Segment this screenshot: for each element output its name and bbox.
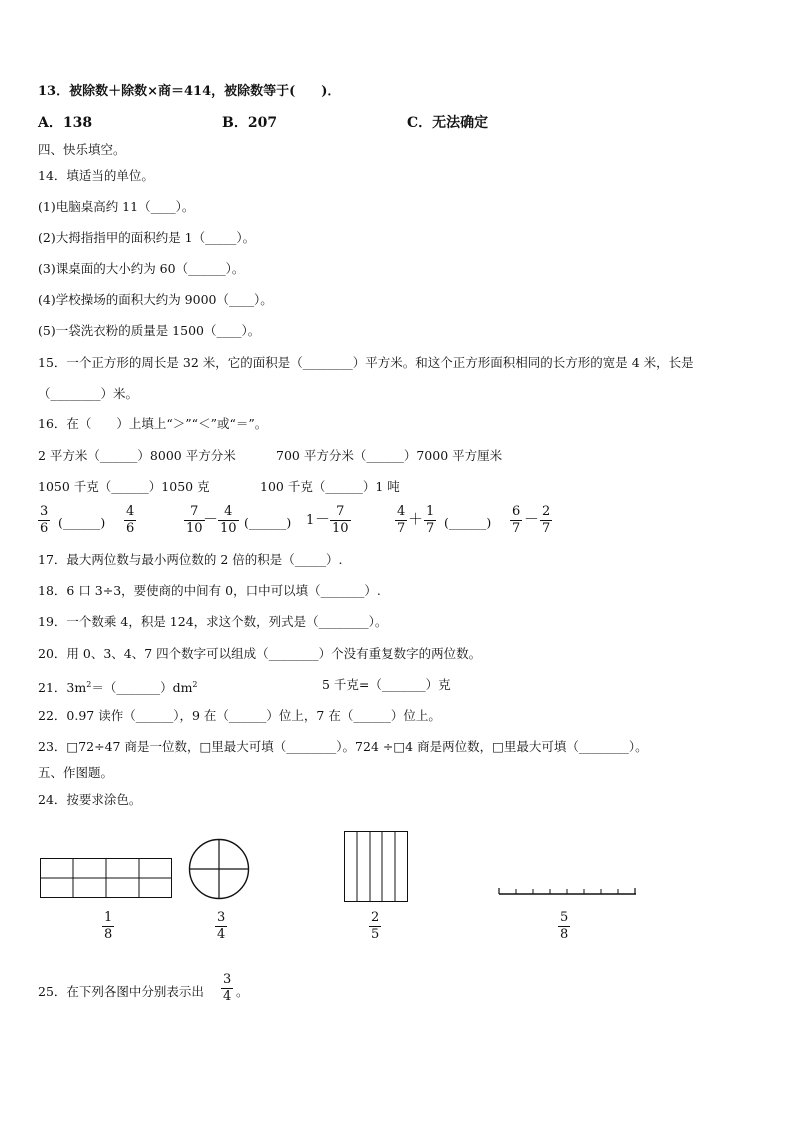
- q16-compare-1: 2 平方米（______）8000 平方分米: [38, 448, 236, 463]
- q23: 23．□72÷47 商是一位数，□里最大可填（________）。724 ÷□4 商是两位数，□里最大可填（________）。: [38, 739, 648, 754]
- q13-stem: 13．被除数＋除数×商＝414，被除数等于( )．: [38, 84, 341, 99]
- q16-answer-blank-2[interactable]: (______): [244, 515, 292, 530]
- q24-label-rectangle: 1 8: [104, 910, 113, 942]
- q18: 18．6 口 3÷3，要使商的中间有 0，口中可以填（_______）.: [38, 583, 381, 598]
- q16-fraction-7-10: 7 10: [186, 504, 203, 536]
- q13-option-a: A．138: [38, 115, 93, 131]
- q16-compare-4: 100 千克（______）1 吨: [260, 479, 400, 494]
- q16-fraction-4-10: 4 10: [220, 504, 237, 536]
- minus-sign: －: [524, 510, 540, 528]
- q16-fraction-6-7: 6 7: [512, 504, 521, 536]
- q21-part-b: 5 千克=（_______）克: [322, 677, 451, 692]
- section-5-heading: 五、作图题。: [38, 765, 114, 780]
- q13-option-c: C．无法确定: [407, 115, 489, 131]
- q16-answer-blank-3[interactable]: (______): [444, 515, 492, 530]
- q25-end: 。: [236, 984, 249, 999]
- q16-fraction-1-7: 1 7: [426, 504, 435, 536]
- minus-sign: －: [315, 510, 331, 528]
- q24-label-strips: 2 5: [371, 910, 380, 942]
- q16-answer-blank-1[interactable]: (______): [58, 515, 106, 530]
- q14-item-3: (3)课桌面的大小约为 60（______）。: [38, 261, 245, 276]
- q13-option-b: B．207: [222, 115, 278, 131]
- q24-title: 24．按要求涂色。: [38, 792, 142, 807]
- q14-title: 14．填适当的单位。: [38, 168, 154, 183]
- q19: 19．一个数乘 4，积是 124，求这个数，列式是（________）。: [38, 614, 388, 629]
- q16-whole-one: 1: [306, 513, 315, 528]
- q20: 20．用 0、3、4、7 四个数字可以组成（________）个没有重复数字的两位数。: [38, 646, 482, 661]
- q15-line-2: （________）米。: [38, 386, 139, 401]
- q16-compare-3: 1050 千克（______）1050 克: [38, 479, 210, 494]
- section-4-heading: 四、快乐填空。: [38, 142, 126, 157]
- q21-part-a: 21．$3m^2=(\_\_\_\_\_\_\_)dm^2$: [38, 680, 198, 696]
- q14-item-5: (5)一袋洗衣粉的质量是 1500（____）。: [38, 323, 261, 338]
- q25-fraction: 3 4: [223, 972, 232, 1004]
- plus-sign: ＋: [408, 510, 424, 528]
- q24-label-ruler: 5 8: [560, 910, 569, 942]
- q22: 22．0.97 读作（______），9 在（______）位上，7 在（______）位上。: [38, 708, 441, 723]
- q25-text: 25．在下列各图中分别表示出: [38, 984, 204, 999]
- q24-circle-quarters[interactable]: [188, 838, 250, 900]
- q16-fraction-4-6: 4 6: [126, 504, 135, 536]
- q17: 17．最大两位数与最小两位数的 2 倍的积是（_____）.: [38, 552, 343, 567]
- q14-item-4: (4)学校操场的面积大约为 9000（____）。: [38, 292, 273, 307]
- q16-fraction-2-7: 2 7: [542, 504, 551, 536]
- q24-rectangle-grid[interactable]: [40, 858, 172, 898]
- minus-sign: －: [203, 510, 219, 528]
- q15-line-1: 15．一个正方形的周长是 32 米，它的面积是（________）平方米。和这个正方形面积相同的长方形的宽是 4 米，长是: [38, 355, 694, 370]
- q24-vertical-strips[interactable]: [344, 831, 408, 902]
- q16-fraction-7-10b: 7 10: [332, 504, 349, 536]
- q14-item-2: (2)大拇指指甲的面积约是 1（_____）。: [38, 230, 256, 245]
- q14-item-1: (1)电脑桌高约 11（____）。: [38, 199, 195, 214]
- q16-fraction-4-7: 4 7: [397, 504, 406, 536]
- q16-compare-2: 700 平方分米（______）7000 平方厘米: [276, 448, 503, 463]
- q24-label-circle: 3 4: [217, 910, 226, 942]
- q16-title: 16．在（ ）上填上“＞”“＜”或“＝”。: [38, 416, 268, 431]
- q16-fraction-3-6: 3 6: [40, 504, 49, 536]
- q24-segment-ruler[interactable]: [498, 884, 638, 898]
